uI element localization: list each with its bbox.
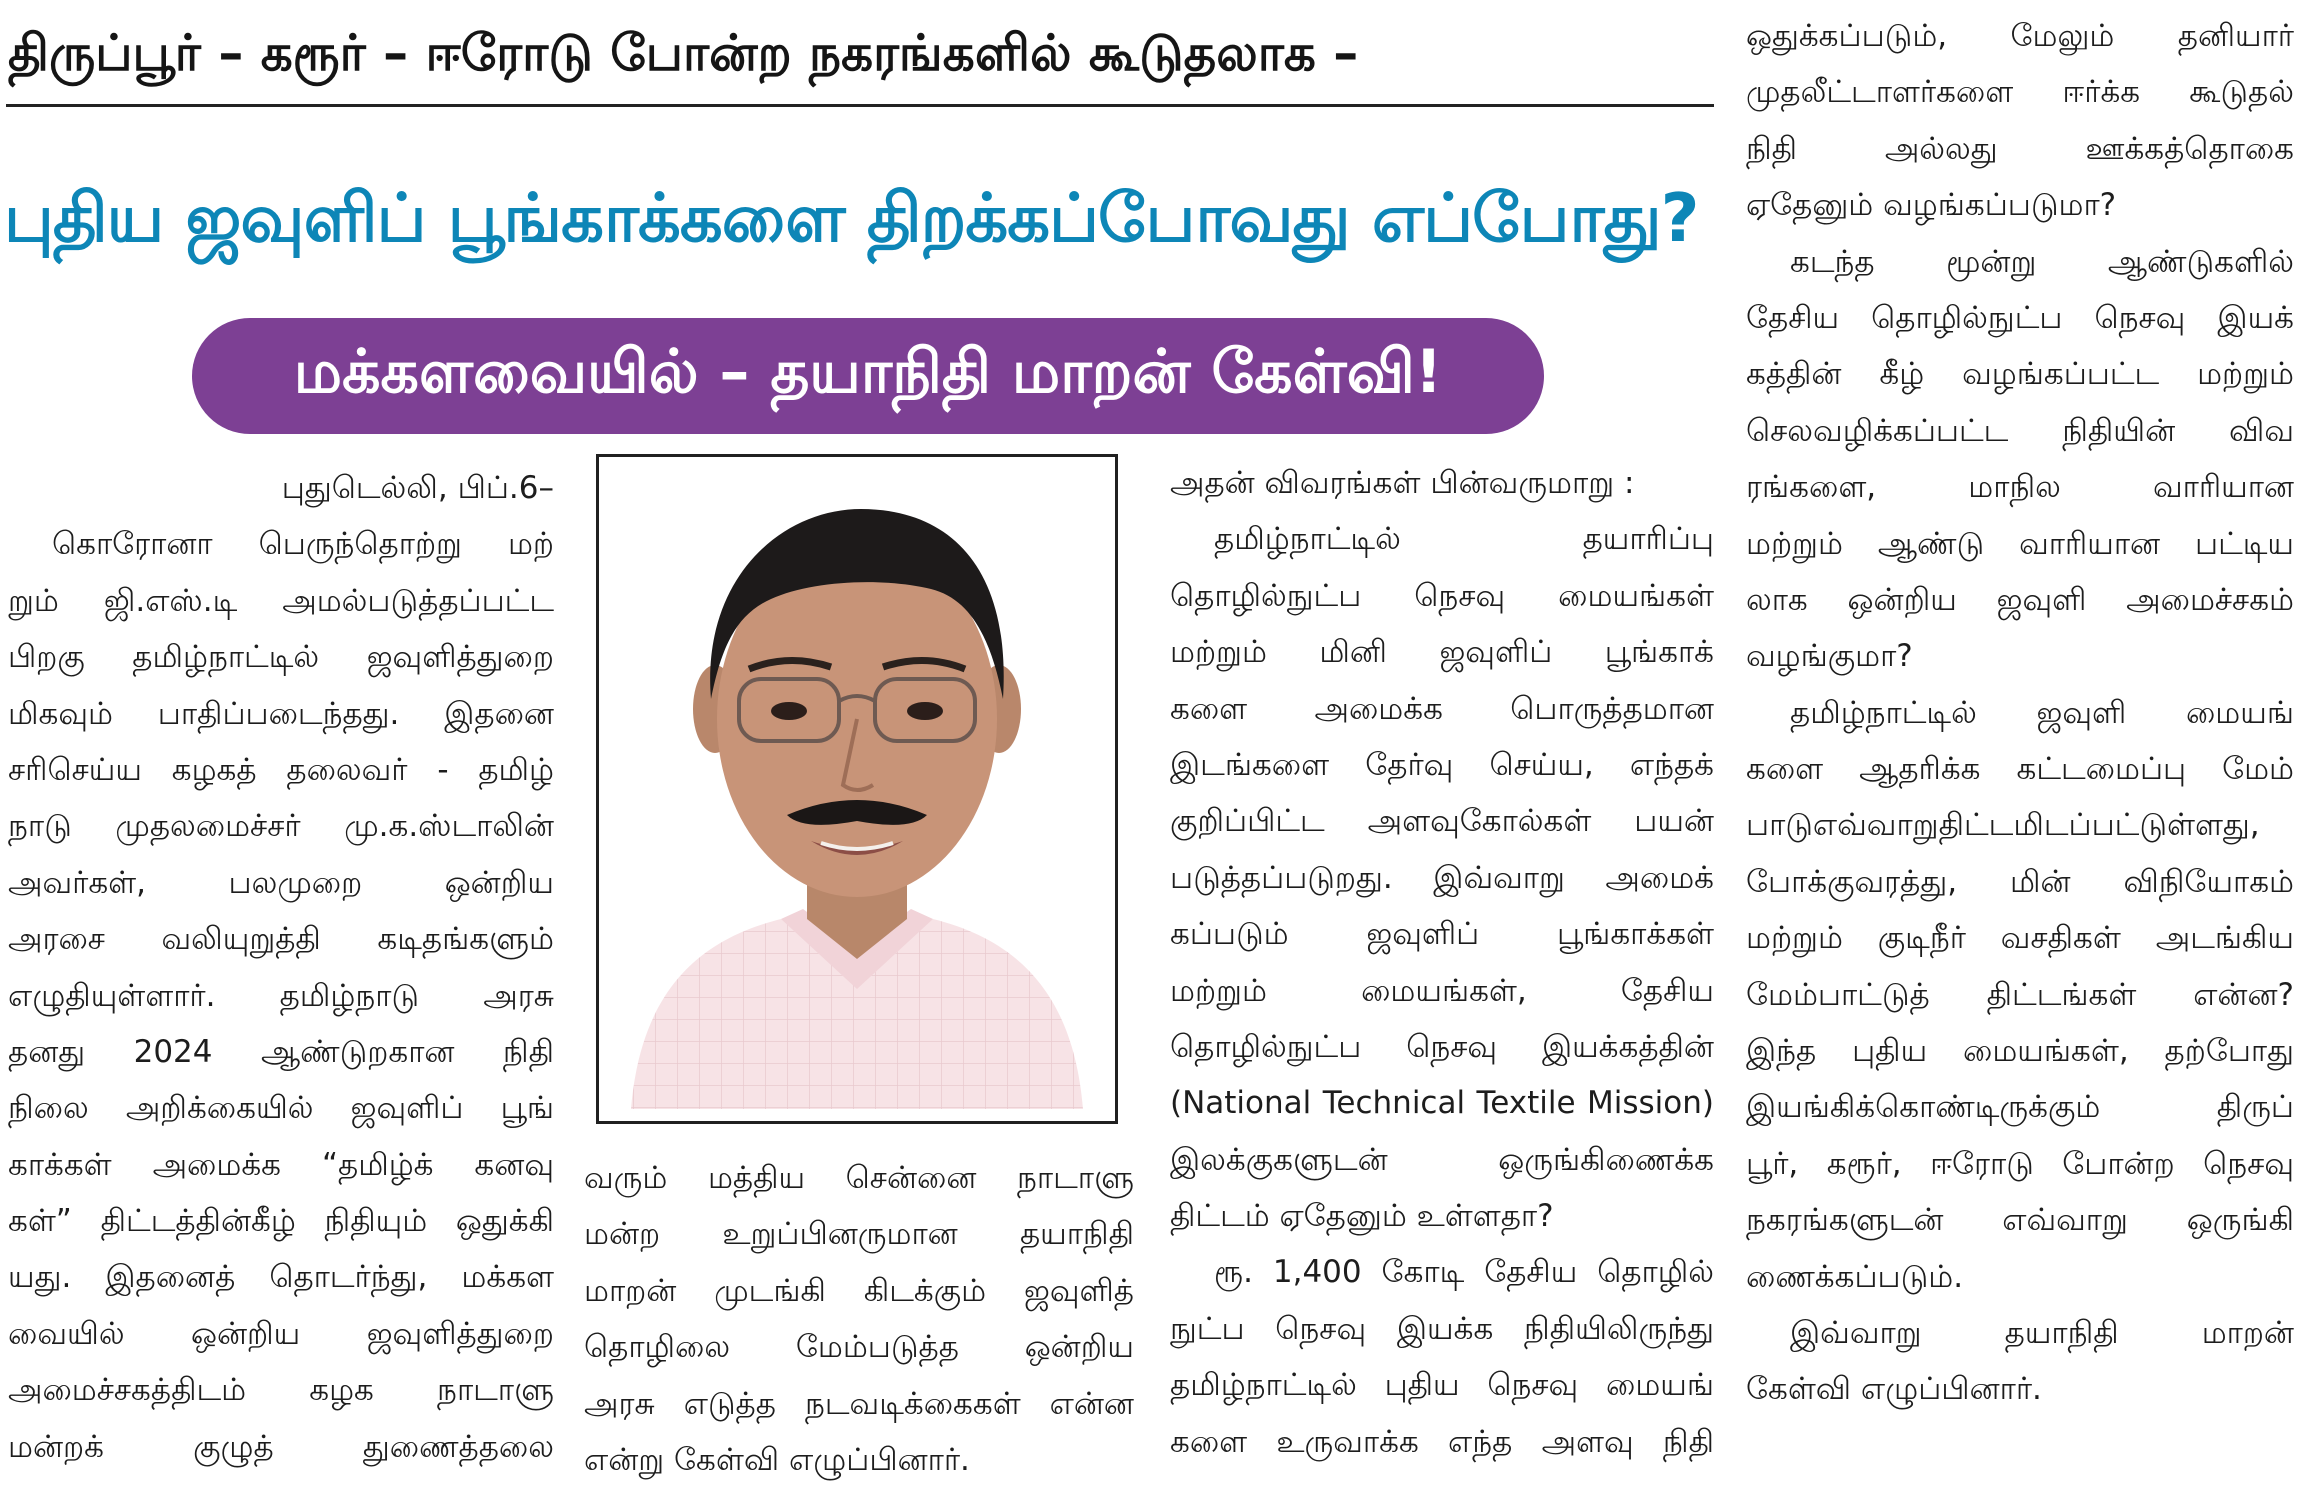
text-line: யது. இதனைத் தொடர்ந்து, மக்கள xyxy=(8,1259,554,1296)
text-line: நகரங்களுடன் எவ்வாறு ஒருங்கி xyxy=(1746,1202,2294,1239)
text-line: இயங்கிக்கொண்டிருக்கும் திருப் xyxy=(1746,1089,2294,1126)
text-line: கத்தின் கீழ் வழங்கப்பட்ட மற்றும் xyxy=(1746,356,2294,393)
text-line: மற்றும் ஆண்டு வாரியான பட்டிய xyxy=(1746,525,2294,562)
text-line: ணைக்கப்படும். xyxy=(1746,1258,1964,1295)
text-line: சரிசெய்ய கழகத் தலைவர் - தமிழ் xyxy=(8,751,554,788)
text-line: நாடு முதலமைச்சர் மு.க.ஸ்டாலின் xyxy=(8,808,554,845)
text-line: பாடுஎவ்வாறுதிட்டமிடப்பட்டுள்ளது, xyxy=(1746,807,2260,844)
text-line: அமைச்சகத்திடம் கழக நாடாளு xyxy=(8,1372,554,1409)
text-line: அரசை வலியுறுத்தி கடிதங்களும் xyxy=(8,921,554,958)
text-line: ஏதேனும் வழங்கப்படுமா? xyxy=(1746,187,2117,224)
subheadline-banner xyxy=(192,318,1544,434)
text-line: செலவழிக்கப்பட்ட நிதியின் விவ xyxy=(1746,412,2294,449)
text-line: தொழில்நுட்ப நெசவு இயக்கத்தின் xyxy=(1170,1028,1714,1065)
text-line: மேம்பாட்டுத் திட்டங்கள் என்ன? xyxy=(1746,976,2294,1013)
text-line: ரங்களை, மாநில வாரியான xyxy=(1746,469,2294,506)
text-line: இலக்குகளுடன் ஒருங்கிணைக்க xyxy=(1170,1141,1714,1178)
text-line: அதன் விவரங்கள் பின்வருமாறு : xyxy=(1170,465,1635,501)
text-line: களை ஆதரிக்க கட்டமைப்பு மேம் xyxy=(1746,751,2294,788)
text-line: தேசிய தொழில்நுட்ப நெசவு இயக் xyxy=(1746,299,2294,336)
text-line: போக்குவரத்து, மின் விநியோகம் xyxy=(1746,863,2294,900)
text-line: கள்” திட்டத்தின்கீழ் நிதியும் ஒதுக்கி xyxy=(8,1203,554,1240)
article-column-1 xyxy=(8,460,554,1475)
text-line: பிறகு தமிழ்நாட்டில் ஜவுளித்துறை xyxy=(8,639,554,676)
text-line: நிதி அல்லது ஊக்கத்தொகை xyxy=(1746,130,2294,167)
text-line: இடங்களை தேர்வு செய்ய, எந்தக் xyxy=(1170,746,1714,783)
text-line: தமிழ்நாட்டில் ஜவுளி மையங் xyxy=(1790,694,2294,731)
text-line: ரூ. 1,400 கோடி தேசிய தொழில் xyxy=(1214,1254,1714,1291)
text-line: எழுதியுள்ளார். தமிழ்நாடு அரசு xyxy=(8,977,554,1014)
article-column-3 xyxy=(1170,455,1714,1470)
text-line: வரும் மத்திய சென்னை நாடாளு xyxy=(584,1160,1134,1196)
text-line: கொரோனா பெருந்தொற்று மற் xyxy=(52,526,554,563)
text-line: மிகவும் பாதிப்படைந்தது. இதனை xyxy=(8,695,554,732)
text-line: களை உருவாக்க எந்த அளவு நிதி xyxy=(1170,1423,1714,1460)
text-line: மற்றும் மையங்கள், தேசிய xyxy=(1170,972,1714,1009)
text-line: றும் ஜி.எஸ்.டி அமல்படுத்தப்பட்ட xyxy=(8,582,554,619)
text-line: இவ்வாறு தயாநிதி மாறன் xyxy=(1790,1314,2294,1351)
kicker-headline: திருப்பூர் – கரூர் – ஈரோடு போன்ற நகரங்களில் கூடுதலாக – xyxy=(8,24,1359,82)
banner-text: மக்களவையில் – தயாநிதி மாறன் கேள்வி! xyxy=(293,337,1443,407)
dateline: புதுடெல்லி, பிப்.6– xyxy=(281,470,554,506)
main-headline: புதிய ஜவுளிப் பூங்காக்களை திறக்கப்போவது எப்போது? xyxy=(4,179,1699,257)
text-line: ஒதுக்கப்படும், மேலும் தனியார் xyxy=(1746,18,2294,54)
text-line: கப்படும் ஜவுளிப் பூங்காக்கள் xyxy=(1170,916,1714,953)
article-column-4 xyxy=(1746,8,2294,1418)
text-line: தொழில்நுட்ப நெசவு மையங்கள் xyxy=(1170,577,1714,614)
text-line: அவர்கள், பலமுறை ஒன்றிய xyxy=(8,864,554,901)
text-line: படுத்தப்படுறது. இவ்வாறு அமைக் xyxy=(1170,859,1714,896)
text-line: பூர், கரூர், ஈரோடு போன்ற நெசவு xyxy=(1746,1145,2294,1182)
text-line: (National Technical Textile Mission) xyxy=(1170,1085,1714,1122)
text-line: குறிப்பிட்ட அளவுகோல்கள் பயன் xyxy=(1170,803,1714,840)
text-line: திட்டம் ஏதேனும் உள்ளதா? xyxy=(1170,1198,1554,1235)
text-line: தொழிலை மேம்படுத்த ஒன்றிய xyxy=(584,1329,1134,1366)
text-line: நிலை அறிக்கையில் ஜவுளிப் பூங் xyxy=(8,1090,554,1127)
text-line: கேள்வி எழுப்பினார். xyxy=(1746,1371,2042,1408)
text-line: இந்த புதிய மையங்கள், தற்போது xyxy=(1746,1033,2294,1070)
text-line: மாறன் முடங்கி கிடக்கும் ஜவுளித் xyxy=(584,1272,1134,1309)
text-line: களை அமைக்க பொருத்தமான xyxy=(1170,690,1714,727)
text-line: தமிழ்நாட்டில் புதிய நெசவு மையங் xyxy=(1170,1367,1714,1404)
text-line: கடந்த மூன்று ஆண்டுகளில் xyxy=(1790,243,2294,280)
text-line: மற்றும் மினி ஜவுளிப் பூங்காக் xyxy=(1170,634,1714,671)
text-line: காக்கள் அமைக்க “தமிழ்க் கனவு xyxy=(8,1146,554,1183)
text-line: வையில் ஒன்றிய ஜவுளித்துறை xyxy=(8,1315,554,1352)
text-line: மன்ற உறுப்பினருமான தயாநிதி xyxy=(584,1216,1134,1253)
text-line: தமிழ்நாட்டில் தயாரிப்பு xyxy=(1214,521,1714,558)
kicker-underline xyxy=(6,104,1714,107)
text-line: மன்றக் குழுத் துணைத்தலை xyxy=(8,1428,554,1465)
portrait-illustration xyxy=(611,469,1103,1109)
text-line: என்று கேள்வி எழுப்பினார். xyxy=(584,1441,970,1478)
photo-frame xyxy=(596,454,1118,1124)
text-line: முதலீட்டாளர்களை ஈர்க்க கூடுதல் xyxy=(1746,74,2294,111)
text-line: நுட்ப நெசவு இயக்க நிதியிலிருந்து xyxy=(1170,1310,1714,1347)
text-line: வழங்குமா? xyxy=(1746,638,1913,675)
portrait-photo xyxy=(611,469,1103,1109)
text-line: அரசு எடுத்த நடவடிக்கைகள் என்ன xyxy=(584,1385,1134,1422)
text-line: மற்றும் குடிநீர் வசதிகள் அடங்கிய xyxy=(1746,920,2294,957)
article-column-2 xyxy=(584,1150,1134,1488)
text-line: லாக ஒன்றிய ஜவுளி அமைச்சகம் xyxy=(1746,581,2294,618)
text-line: தனது 2024 ஆண்டுறகான நிதி xyxy=(8,1033,554,1070)
